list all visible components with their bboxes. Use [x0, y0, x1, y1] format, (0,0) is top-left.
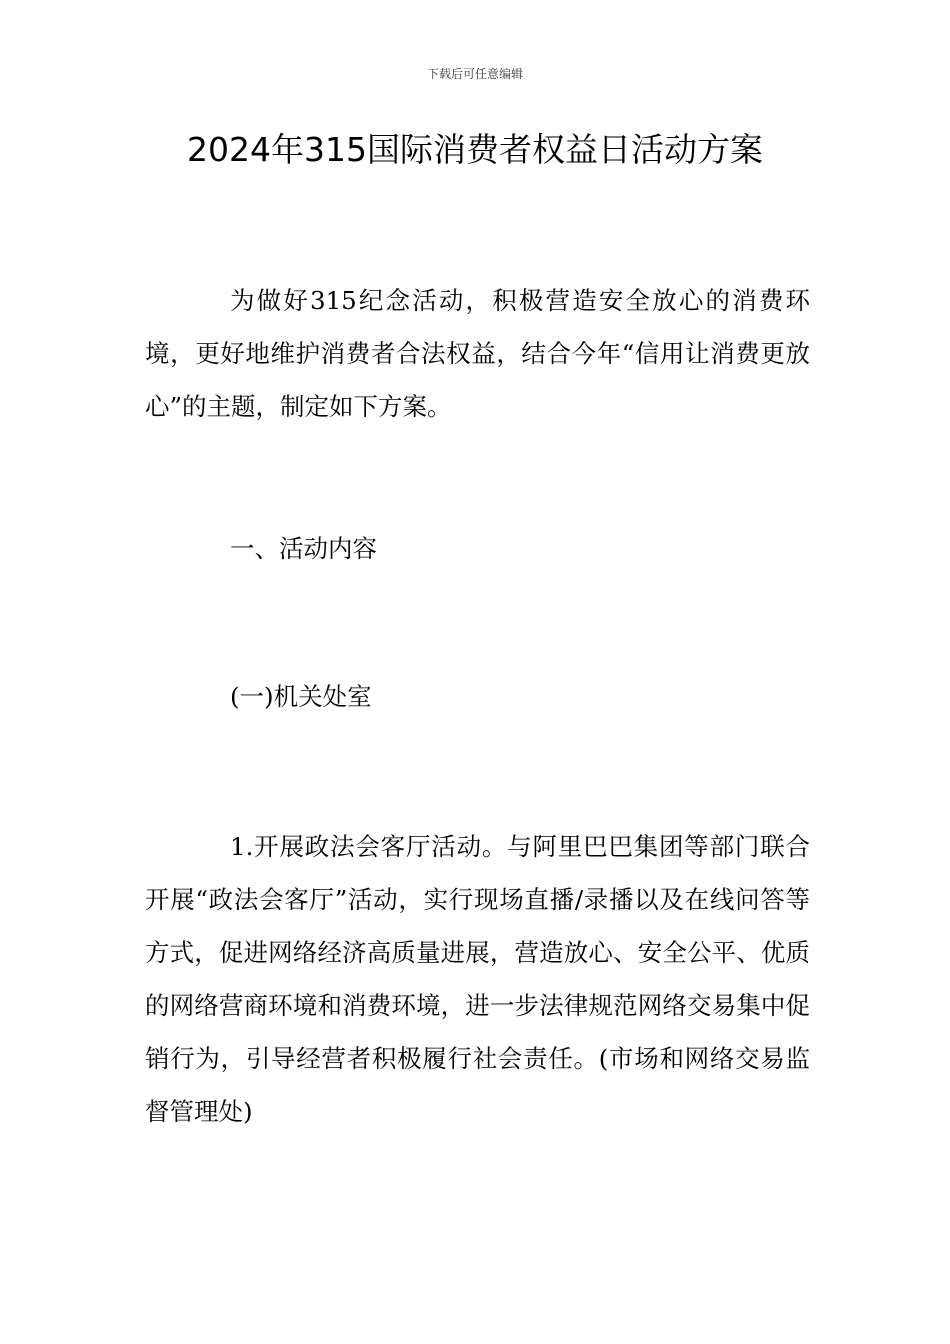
subsection-heading-offices: (一)机关处室 — [230, 682, 372, 711]
intro-paragraph: 为做好315纪念活动，积极营造安全放心的消费环境，更好地维护消费者合法权益，结合今年“信用让消费更放心”的主题，制定如下方案。 — [145, 286, 810, 421]
header-note: 下载后可任意编辑 — [426, 67, 523, 81]
item-paragraph-1: 1.开展政法会客厅活动。与阿里巴巴集团等部门联合开展“政法会客厅”活动，实行现场直播/录播以及在线问答等方式，促进网络经济高质量进展，营造放心、安全公平、优质的网络营商环境和消费环境，进一步法律规范网络交易集中促销行为，引导经营者积极履行社会责任。(市场和网络交易监督管理处) — [145, 832, 810, 1126]
section-heading-activity-content: 一、活动内容 — [230, 534, 377, 563]
document-title: 2024年315国际消费者权益日活动方案 — [187, 130, 763, 169]
